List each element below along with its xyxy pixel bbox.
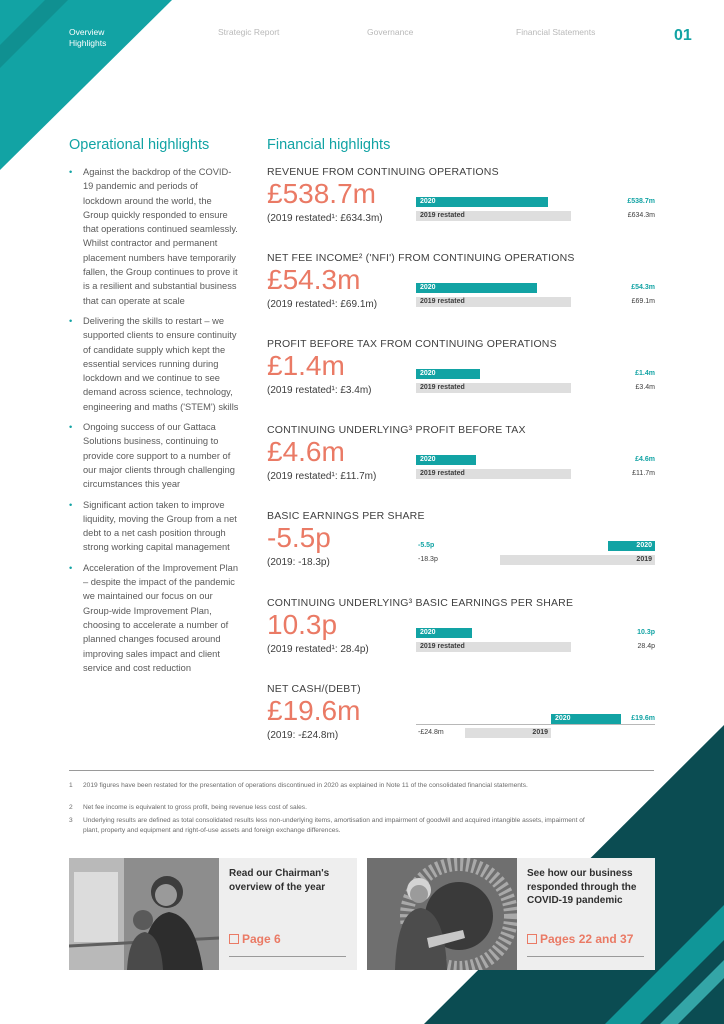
nav-highlights-label: Highlights <box>69 38 107 48</box>
nav-governance[interactable]: Governance <box>367 27 414 37</box>
metric-prior-year: (2019 restated¹: £3.4m) <box>267 385 372 396</box>
bar-label: 2019 restated <box>420 384 465 391</box>
bar-label: 2019 <box>636 556 652 563</box>
bar-value: £634.3m <box>627 212 655 219</box>
operational-bullet-list <box>69 165 239 681</box>
card-rule <box>527 956 644 957</box>
footnote-text: 2019 figures have been restated for the presentation of operations discontinued in 2020 as explained in Note 11 of the consolidated financial statements. <box>83 782 528 789</box>
bullet-text: Ongoing success of our Gattaca Solutions business, continuing to provide core support to a number of our major clients through challenging circumstances this year <box>83 422 235 490</box>
financial-highlights-title: Financial highlights <box>267 137 391 153</box>
bar-prior <box>416 297 571 307</box>
metric-net-cash <box>267 683 657 763</box>
bar-prior <box>416 642 571 652</box>
metric-value: 10.3p <box>267 609 338 640</box>
bullet-text: Acceleration of the Improvement Plan – despite the impact of the pandemic we maintained our focus on our Group-wide Improvement Plan, choosing to accelerate a number of planned changes focused around improving sales impact and client service and cost reduction <box>83 562 239 673</box>
metric-title: NET FEE INCOME² ('NFI') FROM CONTINUING OPERATIONS <box>267 252 575 264</box>
bar-current <box>608 541 655 551</box>
nav-overview-label: Overview <box>69 27 105 37</box>
list-item <box>69 165 239 308</box>
metric-value: £54.3m <box>267 264 361 295</box>
bar-label: 2020 <box>636 542 652 549</box>
metric-value: -5.5p <box>267 522 331 553</box>
bar-prior <box>465 728 551 738</box>
metric-title: PROFIT BEFORE TAX FROM CONTINUING OPERATIONS <box>267 338 557 350</box>
bar-value: -5.5p <box>418 542 435 549</box>
metric-prior-year: (2019 restated¹: £69.1m) <box>267 299 378 310</box>
metric-title: NET CASH/(DEBT) <box>267 683 361 695</box>
footnote-1 <box>69 781 654 801</box>
bar-current <box>416 369 480 379</box>
bar-prior <box>416 383 571 393</box>
covid-response-card[interactable] <box>367 858 655 970</box>
bar-prior <box>500 555 655 565</box>
list-item <box>69 314 239 414</box>
bar-label: 2020 <box>420 456 436 463</box>
bar-value: £54.3m <box>631 284 655 291</box>
metric-title: CONTINUING UNDERLYING³ BASIC EARNINGS PER SHARE <box>267 597 574 609</box>
metric-prior-year: (2019: -18.3p) <box>267 557 330 568</box>
axis-line <box>416 724 655 725</box>
metric-value: £538.7m <box>267 178 376 209</box>
metric-value: £19.6m <box>267 695 361 726</box>
bar-value: 28.4p <box>637 643 655 650</box>
metric-profit-before-tax <box>267 338 657 418</box>
bar-current <box>416 628 472 638</box>
metric-prior-year: (2019 restated¹: £634.3m) <box>267 213 383 224</box>
bar-value: 10.3p <box>637 629 655 636</box>
external-link-icon <box>527 934 537 944</box>
metric-title: CONTINUING UNDERLYING³ PROFIT BEFORE TAX <box>267 424 526 436</box>
card-text: Read our Chairman's overview of the year <box>229 868 330 893</box>
page-6-link[interactable] <box>229 932 281 946</box>
metric-prior-year: (2019 restated¹: 28.4p) <box>267 644 369 655</box>
nav-financial-statements[interactable]: Financial Statements <box>516 27 596 37</box>
bar-label: 2019 <box>532 729 548 736</box>
bullet-dot-icon: • <box>69 167 73 177</box>
card-rule <box>229 956 346 957</box>
bar-label: 2020 <box>420 370 436 377</box>
bar-value: £4.6m <box>635 456 655 463</box>
bar-value: £19.6m <box>631 715 655 722</box>
footnote-number: 2 <box>69 804 73 811</box>
bar-label: 2019 restated <box>420 298 465 305</box>
page-number: 01 <box>674 27 692 44</box>
footnote-number: 1 <box>69 782 73 789</box>
worker-photo <box>367 858 517 970</box>
chairman-overview-card[interactable] <box>69 858 357 970</box>
metric-revenue <box>267 166 657 246</box>
bullet-dot-icon: • <box>69 499 73 510</box>
metric-underlying-eps <box>267 597 657 677</box>
footnote-text: Net fee income is equivalent to gross profit, being revenue less cost of sales. <box>83 804 307 811</box>
operational-highlights-title: Operational highlights <box>69 137 210 153</box>
metric-basic-eps <box>267 510 657 590</box>
nav-strategic-report[interactable]: Strategic Report <box>218 27 280 37</box>
bar-value: £3.4m <box>635 384 655 391</box>
bar-value: -18.3p <box>418 556 438 563</box>
bar-label: 2020 <box>420 284 436 291</box>
bar-label: 2019 restated <box>420 470 465 477</box>
bar-current <box>416 283 537 293</box>
metric-net-fee-income <box>267 252 657 332</box>
list-item <box>69 561 239 675</box>
bullet-dot-icon: • <box>69 422 73 433</box>
bar-label: 2020 <box>420 198 436 205</box>
card-link-label: Pages 22 and 37 <box>540 932 634 946</box>
bullet-text: Against the backdrop of the COVID-19 pandemic and periods of lockdown around the world, the Group quickly responded to ensure that operations continued seamlessly. Whilst contractor and permanent placement numbers have temporarily fallen, the Group continues to prove it is a resilient and substantial business that can operate at scale <box>83 167 238 306</box>
bar-label: 2019 restated <box>420 212 465 219</box>
bar-prior <box>416 469 571 479</box>
external-link-icon <box>229 934 239 944</box>
nav-overview[interactable] <box>69 27 106 49</box>
metric-value: £4.6m <box>267 436 345 467</box>
bullet-dot-icon: • <box>69 315 73 326</box>
metric-prior-year: (2019: -£24.8m) <box>267 730 339 741</box>
bar-label: 2020 <box>420 629 436 636</box>
bullet-dot-icon: • <box>69 562 73 573</box>
metric-underlying-profit <box>267 424 657 504</box>
list-item <box>69 420 239 491</box>
chairman-photo <box>69 858 219 970</box>
bar-value: £538.7m <box>627 198 655 205</box>
metric-prior-year: (2019 restated¹: £11.7m) <box>267 471 377 482</box>
bar-current <box>551 714 621 724</box>
bar-label: 2020 <box>555 715 571 722</box>
bar-value: £69.1m <box>631 298 655 305</box>
bar-prior <box>416 211 571 221</box>
bar-label: 2019 restated <box>420 643 465 650</box>
bar-value: £1.4m <box>635 370 655 377</box>
footnote-2 <box>69 803 654 813</box>
metric-value: £1.4m <box>267 350 345 381</box>
bar-value: -£24.8m <box>418 729 444 736</box>
card-link-label: Page 6 <box>242 932 281 946</box>
footnote-text: Underlying results are defined as total consolidated results less non-underlying items, amortisation and impairment of goodwill and acquired intangible assets, impairment of plant, property and equipment and right-of-use assets and foreign exchange differences. <box>83 817 585 834</box>
bullet-text: Significant action taken to improve liquidity, moving the Group from a net debt to a net cash position through strong working capital management <box>83 499 237 553</box>
footnote-divider <box>69 770 654 771</box>
bar-value: £11.7m <box>632 470 655 477</box>
bar-current <box>416 197 548 207</box>
metric-title: REVENUE FROM CONTINUING OPERATIONS <box>267 166 499 178</box>
card-text: See how our business responded through the COVID-19 pandemic <box>527 868 637 906</box>
footnote-3 <box>69 816 654 836</box>
bullet-text: Delivering the skills to restart – we supported clients to ensure continuity of candidate supply which kept the essential services running during lockdown and we continue to see demand across science, technology, engineering and maths ('STEM') skills <box>83 315 239 412</box>
list-item <box>69 498 239 555</box>
footnote-number: 3 <box>69 817 73 824</box>
pages-22-37-link[interactable] <box>527 932 633 946</box>
bar-current <box>416 455 476 465</box>
metric-title: BASIC EARNINGS PER SHARE <box>267 510 425 522</box>
